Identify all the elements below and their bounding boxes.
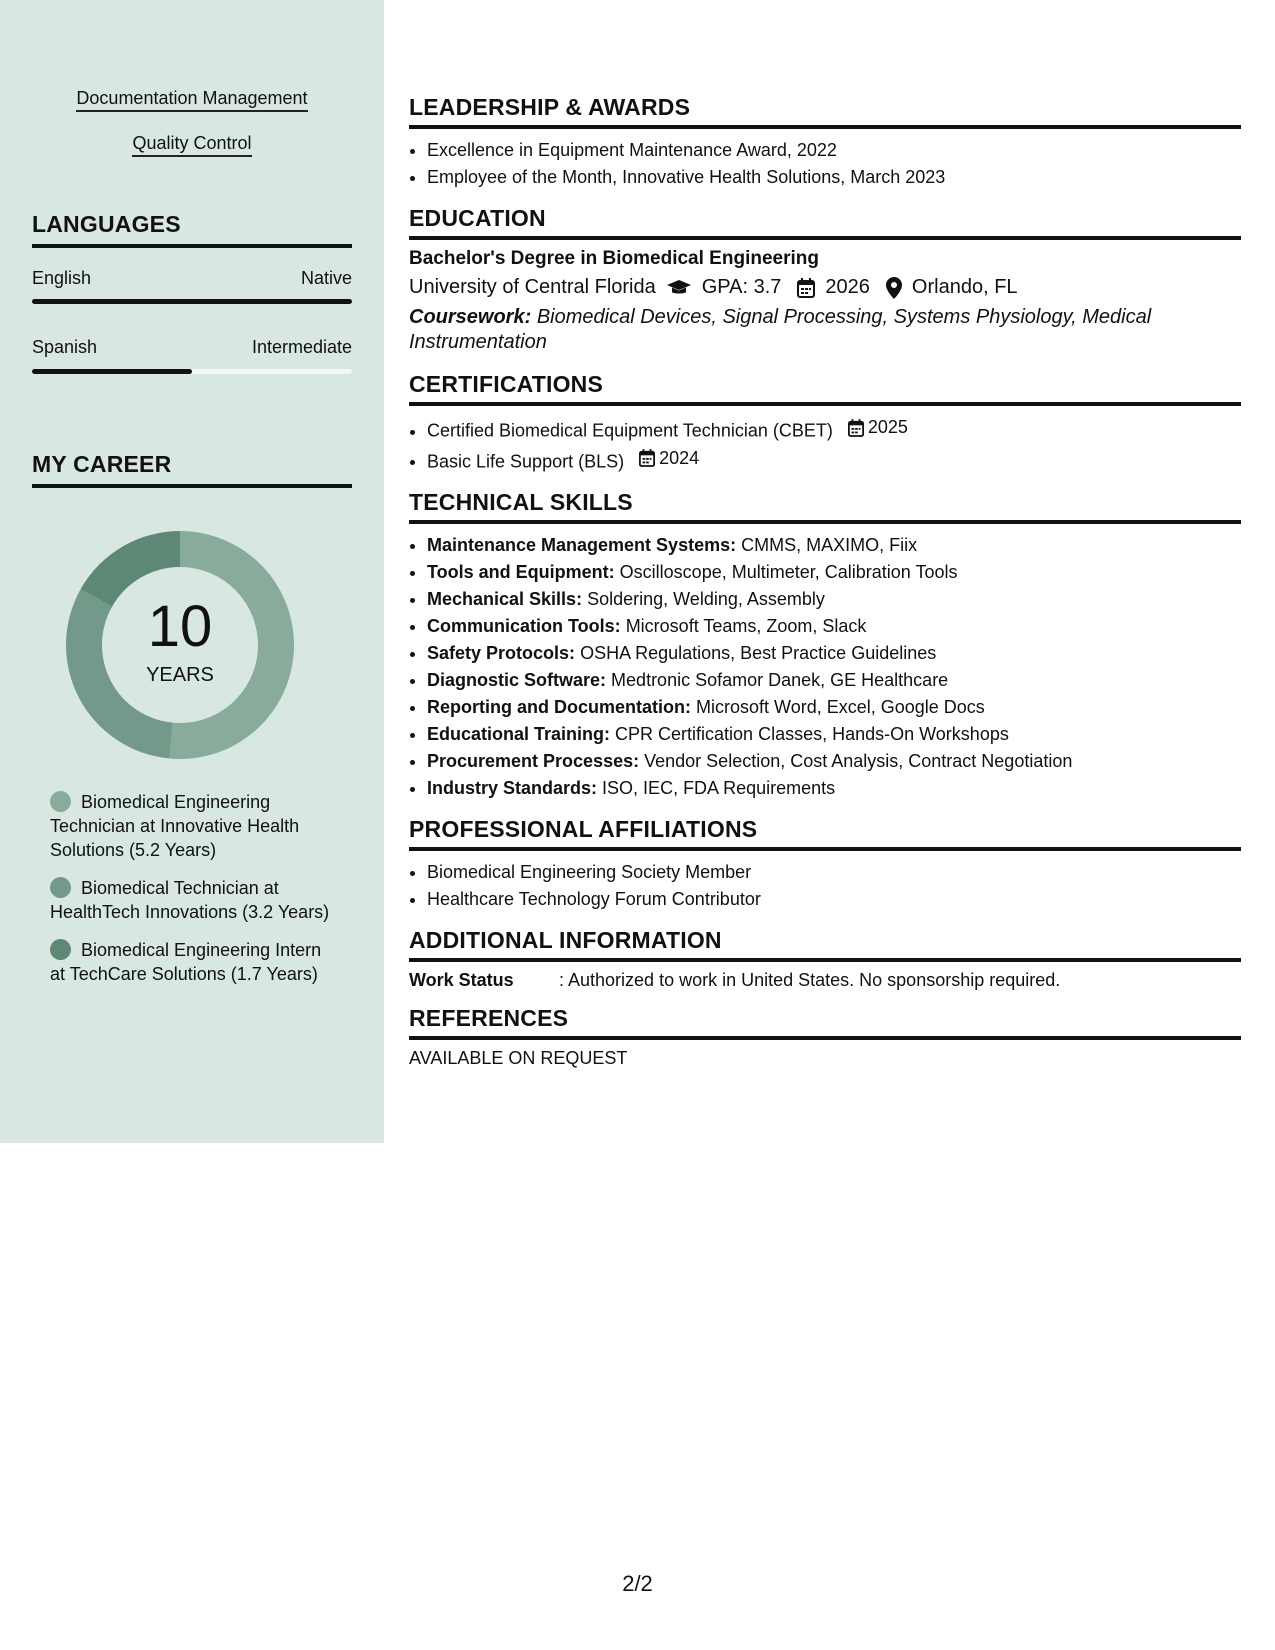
skill-tag-label: Quality Control bbox=[132, 133, 251, 157]
page-number: 2/2 bbox=[622, 1571, 653, 1596]
skill-value: ISO, IEC, FDA Requirements bbox=[602, 778, 836, 798]
skill-value: Microsoft Word, Excel, Google Docs bbox=[696, 697, 985, 717]
skill-value: Soldering, Welding, Assembly bbox=[587, 589, 825, 609]
skill-label: Safety Protocols: bbox=[427, 643, 576, 663]
list-item: • Biomedical Engineering Society Member bbox=[427, 859, 1241, 886]
list-item bbox=[427, 445, 1241, 476]
language-row bbox=[32, 337, 352, 358]
career-legend-item bbox=[50, 790, 340, 862]
certification-name: Certified Biomedical Equipment Technician (CBET) bbox=[427, 420, 833, 441]
affiliations-list bbox=[409, 859, 1241, 913]
skill-label: Diagnostic Software: bbox=[427, 670, 607, 690]
skill-tag bbox=[0, 133, 384, 154]
list-item: • Healthcare Technology Forum Contributor bbox=[427, 886, 1241, 913]
certification-name: Basic Life Support (BLS) bbox=[427, 451, 625, 471]
references-text: AVAILABLE ON REQUEST bbox=[409, 1048, 628, 1068]
main-content bbox=[409, 94, 1241, 1069]
legend-dot-icon bbox=[50, 939, 71, 960]
skill-label: Mechanical Skills: bbox=[427, 589, 583, 609]
career-heading: MY CAREER bbox=[32, 451, 352, 488]
language-proficiency-bar bbox=[32, 369, 352, 374]
skill-tag-label: Documentation Management bbox=[76, 88, 307, 112]
certification-year-group bbox=[848, 414, 908, 441]
skill-value: Vendor Selection, Cost Analysis, Contract Negotiation bbox=[644, 751, 1073, 771]
certifications-list bbox=[409, 414, 1241, 475]
list-item bbox=[427, 721, 1241, 748]
language-proficiency-fill bbox=[32, 299, 352, 304]
skill-label: Industry Standards: bbox=[427, 778, 598, 798]
career-legend-text: Biomedical Engineering Intern at TechCare Solutions (1.7 Years) bbox=[50, 940, 322, 984]
skill-label: Reporting and Documentation: bbox=[427, 697, 691, 717]
coursework-text: Biomedical Devices, Signal Processing, Systems Physiology, Medical Instrumentation bbox=[409, 306, 1152, 353]
certifications-heading: CERTIFICATIONS bbox=[409, 371, 1241, 406]
skill-value: OSHA Regulations, Best Practice Guidelines bbox=[580, 643, 937, 663]
language-name: Spanish bbox=[32, 337, 98, 357]
language-level: Intermediate bbox=[251, 337, 352, 357]
language-level: Native bbox=[300, 268, 352, 288]
skill-label: Maintenance Management Systems: bbox=[427, 535, 737, 555]
list-item bbox=[427, 586, 1241, 613]
skill-value: CMMS, MAXIMO, Fiix bbox=[741, 535, 918, 555]
certification-year-group bbox=[639, 445, 699, 472]
sidebar bbox=[0, 0, 384, 1143]
career-legend bbox=[50, 790, 340, 1000]
legend-dot-icon bbox=[50, 877, 71, 898]
technical-skills-heading: TECHNICAL SKILLS bbox=[409, 489, 1241, 524]
language-row bbox=[32, 268, 352, 289]
certification-year: 2025 bbox=[867, 417, 908, 437]
work-status-row bbox=[409, 970, 1241, 991]
languages-heading: LANGUAGES bbox=[32, 211, 352, 248]
list-item bbox=[427, 559, 1241, 586]
calendar-icon bbox=[797, 278, 815, 298]
list-item: • Employee of the Month, Innovative Health Solutions, March 2023 bbox=[427, 164, 1241, 191]
graduation-cap-icon bbox=[666, 279, 692, 297]
career-legend-text: Biomedical Technician at HealthTech Innovations (3.2 Years) bbox=[50, 878, 330, 922]
skill-value: CPR Certification Classes, Hands-On Workshops bbox=[615, 724, 1009, 744]
list-item bbox=[427, 640, 1241, 667]
technical-skills-list bbox=[409, 532, 1241, 802]
leadership-heading: LEADERSHIP & AWARDS bbox=[409, 94, 1241, 129]
career-total bbox=[66, 531, 294, 759]
list-item bbox=[427, 694, 1241, 721]
additional-info-heading: ADDITIONAL INFORMATION bbox=[409, 927, 1241, 962]
work-status-value: : Authorized to work in United States. No sponsorship required. bbox=[559, 970, 1061, 990]
list-item: • Excellence in Equipment Maintenance Award, 2022 bbox=[427, 137, 1241, 164]
legend-dot-icon bbox=[50, 791, 71, 812]
school-location: Orlando, FL bbox=[911, 276, 1018, 298]
gpa: GPA: 3.7 bbox=[701, 276, 782, 298]
career-total-unit: YEARS bbox=[146, 663, 214, 686]
graduation-year: 2026 bbox=[825, 276, 870, 298]
calendar-icon bbox=[848, 419, 864, 437]
leadership-list bbox=[409, 137, 1241, 191]
language-proficiency-bar bbox=[32, 299, 352, 304]
language-name: English bbox=[32, 268, 92, 288]
career-legend-item bbox=[50, 876, 340, 924]
skill-tag bbox=[0, 88, 384, 109]
education-heading: EDUCATION bbox=[409, 205, 1241, 240]
list-item bbox=[427, 532, 1241, 559]
degree-title: Bachelor's Degree in Biomedical Engineering bbox=[409, 248, 819, 269]
career-total-number: 10 bbox=[147, 593, 213, 659]
list-item bbox=[427, 414, 1241, 445]
work-status-label: Work Status bbox=[409, 970, 514, 990]
location-pin-icon bbox=[886, 277, 902, 299]
coursework bbox=[409, 305, 1241, 355]
skill-value: Microsoft Teams, Zoom, Slack bbox=[625, 616, 867, 636]
skill-value: Oscilloscope, Multimeter, Calibration Tools bbox=[619, 562, 958, 582]
list-item bbox=[427, 775, 1241, 802]
list-item bbox=[427, 748, 1241, 775]
language-proficiency-fill bbox=[32, 369, 192, 374]
affiliations-heading: PROFESSIONAL AFFILIATIONS bbox=[409, 816, 1241, 851]
skill-label: Educational Training: bbox=[427, 724, 611, 744]
skill-value: Medtronic Sofamor Danek, GE Healthcare bbox=[611, 670, 949, 690]
calendar-icon bbox=[639, 449, 655, 467]
coursework-label: Coursework: bbox=[409, 306, 532, 328]
education-meta bbox=[409, 276, 1241, 299]
skill-label: Tools and Equipment: bbox=[427, 562, 615, 582]
list-item bbox=[427, 667, 1241, 694]
list-item bbox=[427, 613, 1241, 640]
skill-label: Procurement Processes: bbox=[427, 751, 640, 771]
skill-label: Communication Tools: bbox=[427, 616, 621, 636]
references-heading: REFERENCES bbox=[409, 1005, 1241, 1040]
certification-year: 2024 bbox=[659, 447, 700, 468]
school-name: University of Central Florida bbox=[409, 276, 656, 298]
career-legend-item bbox=[50, 938, 340, 986]
career-legend-text: Biomedical Engineering Technician at Innovative Health Solutions (5.2 Years) bbox=[50, 792, 300, 860]
